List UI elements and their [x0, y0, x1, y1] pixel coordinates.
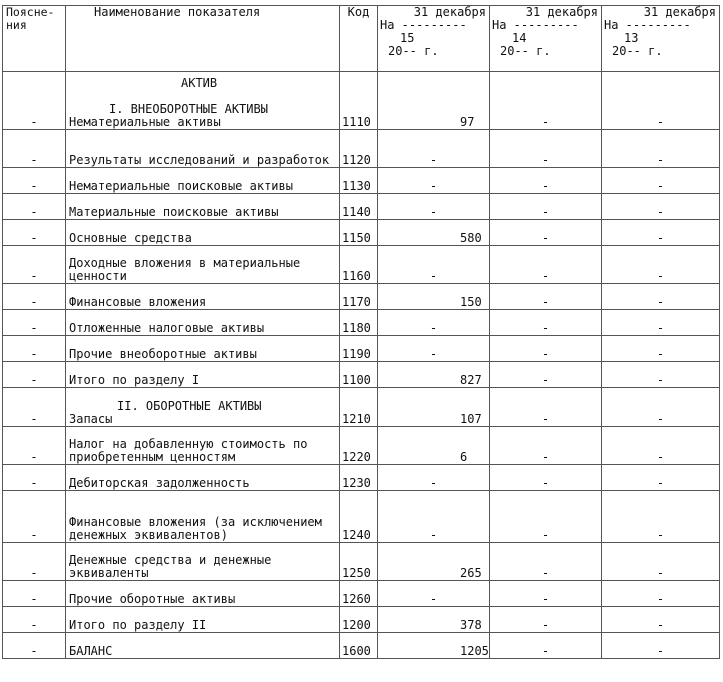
- row-explanation: -: [3, 491, 66, 543]
- row-code: 1190: [340, 336, 378, 362]
- table-row: [3, 362, 720, 388]
- row-value-2: -: [490, 336, 602, 362]
- row-value-1: 1205: [378, 633, 490, 659]
- table-row: [3, 491, 720, 543]
- row-explanation: -: [3, 130, 66, 168]
- row-value-3: -: [602, 130, 720, 168]
- row-name: Отложенные налоговые активы: [66, 310, 340, 336]
- row-name: Материальные поисковые активы: [66, 194, 340, 220]
- table-row: [3, 607, 720, 633]
- row-label: Запасы: [69, 412, 113, 426]
- table-row: [3, 310, 720, 336]
- header-date-2: [490, 6, 602, 72]
- row-value-1: -: [378, 465, 490, 491]
- row-code: 1260: [340, 581, 378, 607]
- row-value-1: 150: [378, 284, 490, 310]
- row-value-3: -: [602, 246, 720, 284]
- row-value-2: -: [490, 607, 602, 633]
- table-row: [3, 194, 720, 220]
- row-explanation: -: [3, 465, 66, 491]
- header-date-1-na: На ---------: [380, 18, 467, 32]
- row-value-3: -: [602, 194, 720, 220]
- row-value-2: -: [490, 465, 602, 491]
- row-name: Налог на добавленную стоимость по приобретенным ценностям: [66, 427, 340, 465]
- row-name: БАЛАНС: [66, 633, 340, 659]
- table-row: [3, 246, 720, 284]
- header-date-3: [602, 6, 720, 72]
- row-value-3: -: [602, 72, 720, 130]
- row-name: [66, 388, 340, 427]
- table-row: [3, 427, 720, 465]
- row-value-2: -: [490, 491, 602, 543]
- header-code: Код: [340, 6, 378, 72]
- row-value-2: -: [490, 220, 602, 246]
- table-row: [3, 336, 720, 362]
- row-value-1: 265: [378, 543, 490, 581]
- row-value-3: -: [602, 607, 720, 633]
- row-explanation: -: [3, 543, 66, 581]
- row-value-2: -: [490, 581, 602, 607]
- balance-sheet-table: [2, 5, 720, 659]
- table-row: [3, 633, 720, 659]
- row-value-2: -: [490, 194, 602, 220]
- row-label: Нематериальные активы: [69, 115, 221, 129]
- header-date-2-year: 20-- г.: [500, 44, 551, 58]
- row-value-2: -: [490, 543, 602, 581]
- row-code: 1110: [340, 72, 378, 130]
- row-code: 1130: [340, 168, 378, 194]
- row-name: Итого по разделу I: [66, 362, 340, 388]
- table-row: [3, 130, 720, 168]
- row-value-3: -: [602, 633, 720, 659]
- row-explanation: -: [3, 194, 66, 220]
- row-name: Денежные средства и денежные эквиваленты: [66, 543, 340, 581]
- row-code: 1240: [340, 491, 378, 543]
- row-value-1: -: [378, 336, 490, 362]
- row-name: Финансовые вложения: [66, 284, 340, 310]
- section-title-noncurrent: I. ВНЕОБОРОТНЫЕ АКТИВЫ: [109, 102, 268, 116]
- row-value-3: -: [602, 168, 720, 194]
- row-explanation: -: [3, 310, 66, 336]
- row-explanation: -: [3, 362, 66, 388]
- row-explanation: -: [3, 284, 66, 310]
- header-date-2-num: 14: [512, 31, 527, 45]
- row-value-1: 97: [378, 72, 490, 130]
- row-value-3: -: [602, 465, 720, 491]
- row-code: 1600: [340, 633, 378, 659]
- row-value-1: -: [378, 168, 490, 194]
- row-explanation: -: [3, 633, 66, 659]
- header-date-1: [378, 6, 490, 72]
- row-code: 1200: [340, 607, 378, 633]
- row-name: Финансовые вложения (за исключением денежных эквивалентов): [66, 491, 340, 543]
- row-explanation: -: [3, 607, 66, 633]
- row-code: 1210: [340, 388, 378, 427]
- table-row: [3, 388, 720, 427]
- row-code: 1250: [340, 543, 378, 581]
- row-code: 1170: [340, 284, 378, 310]
- row-name: Прочие оборотные активы: [66, 581, 340, 607]
- row-code: 1230: [340, 465, 378, 491]
- row-name: Итого по разделу II: [66, 607, 340, 633]
- row-explanation: -: [3, 427, 66, 465]
- row-value-3: -: [602, 491, 720, 543]
- row-value-1: -: [378, 491, 490, 543]
- row-value-2: -: [490, 388, 602, 427]
- header-date-2-na: На ---------: [492, 18, 579, 32]
- row-code: 1100: [340, 362, 378, 388]
- table-row: [3, 465, 720, 491]
- row-value-2: -: [490, 633, 602, 659]
- row-explanation: -: [3, 336, 66, 362]
- header-date-1-year: 20-- г.: [388, 44, 439, 58]
- row-value-3: -: [602, 310, 720, 336]
- row-value-3: -: [602, 284, 720, 310]
- row-value-1: -: [378, 581, 490, 607]
- row-code: 1120: [340, 130, 378, 168]
- row-value-1: -: [378, 194, 490, 220]
- section-title-aktiv: АКТИВ: [181, 76, 218, 90]
- row-value-3: -: [602, 581, 720, 607]
- row-value-1: 6: [378, 427, 490, 465]
- row-name: Прочие внеоборотные активы: [66, 336, 340, 362]
- row-value-3: -: [602, 427, 720, 465]
- table-row: [3, 72, 720, 130]
- row-value-1: 107: [378, 388, 490, 427]
- row-explanation: -: [3, 581, 66, 607]
- header-explanations: Поясне- ния: [3, 6, 66, 72]
- row-code: 1140: [340, 194, 378, 220]
- header-date-3-na: На ---------: [604, 18, 691, 32]
- row-name: Результаты исследований и разработок: [66, 130, 340, 168]
- row-value-2: -: [490, 246, 602, 284]
- row-value-1: 827: [378, 362, 490, 388]
- row-explanation: -: [3, 168, 66, 194]
- row-explanation: -: [3, 388, 66, 427]
- row-code: 1220: [340, 427, 378, 465]
- table-row: [3, 581, 720, 607]
- row-value-1: -: [378, 310, 490, 336]
- row-value-3: -: [602, 543, 720, 581]
- row-name: Дебиторская задолженность: [66, 465, 340, 491]
- row-name: Нематериальные поисковые активы: [66, 168, 340, 194]
- row-value-2: -: [490, 427, 602, 465]
- header-date-1-num: 15: [400, 31, 415, 45]
- table-row: [3, 168, 720, 194]
- table-body: [3, 72, 720, 659]
- row-code: 1180: [340, 310, 378, 336]
- header-date-3-num: 13: [624, 31, 639, 45]
- row-value-1: -: [378, 246, 490, 284]
- table-row: [3, 220, 720, 246]
- row-value-3: -: [602, 362, 720, 388]
- row-value-2: -: [490, 168, 602, 194]
- row-name: Доходные вложения в материальные ценности: [66, 246, 340, 284]
- row-value-2: -: [490, 130, 602, 168]
- row-value-1: -: [378, 130, 490, 168]
- section-title-current: II. ОБОРОТНЫЕ АКТИВЫ: [117, 399, 262, 413]
- row-explanation: -: [3, 246, 66, 284]
- row-value-2: -: [490, 310, 602, 336]
- row-value-1: 378: [378, 607, 490, 633]
- header-indicator: Наименование показателя: [66, 6, 340, 72]
- header-date-1-day: 31 декабря: [413, 5, 486, 19]
- header-date-3-day: 31 декабря: [643, 5, 716, 19]
- row-value-2: -: [490, 362, 602, 388]
- row-value-3: -: [602, 336, 720, 362]
- row-name: Основные средства: [66, 220, 340, 246]
- header-row: [3, 6, 720, 72]
- row-value-1: 580: [378, 220, 490, 246]
- row-explanation: -: [3, 72, 66, 130]
- row-code: 1150: [340, 220, 378, 246]
- row-code: 1160: [340, 246, 378, 284]
- row-value-2: -: [490, 72, 602, 130]
- row-name: [66, 72, 340, 130]
- row-explanation: -: [3, 220, 66, 246]
- table-row: [3, 543, 720, 581]
- table-row: [3, 284, 720, 310]
- header-date-2-day: 31 декабря: [525, 5, 598, 19]
- header-date-3-year: 20-- г.: [612, 44, 663, 58]
- row-value-3: -: [602, 388, 720, 427]
- row-value-2: -: [490, 284, 602, 310]
- row-value-3: -: [602, 220, 720, 246]
